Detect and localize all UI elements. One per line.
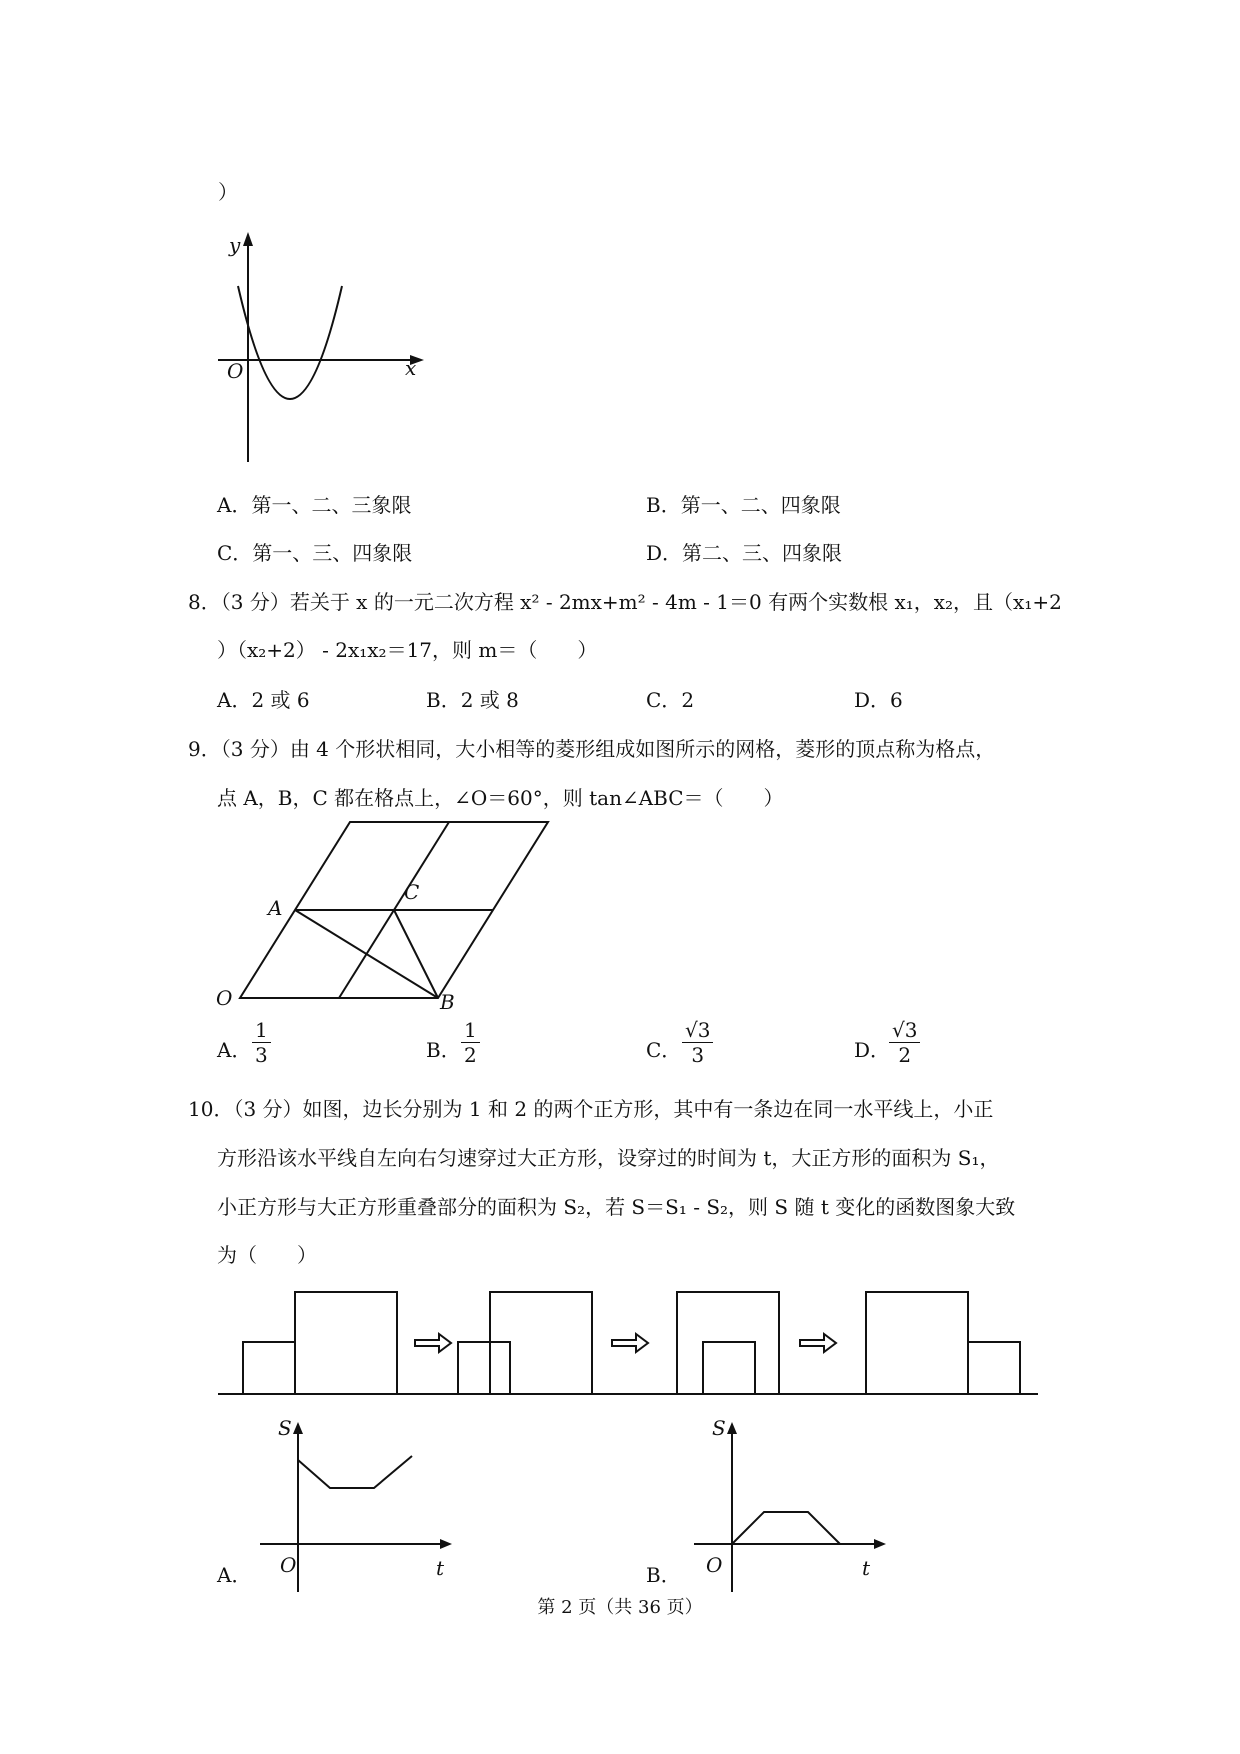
q7-option-a: A．第一、二、三象限 bbox=[217, 493, 412, 517]
q7-option-c: C．第一、三、四象限 bbox=[217, 541, 413, 565]
q10-option-a-t-label: t bbox=[436, 1556, 445, 1580]
q7-option-b: B．第一、二、四象限 bbox=[646, 493, 841, 517]
q8-option-d: D．6 bbox=[854, 688, 903, 712]
q9-option-d-letter: D． bbox=[854, 1038, 891, 1062]
q7-parabola-graph bbox=[210, 232, 430, 462]
q7-option-d: D．第二、三、四象限 bbox=[646, 541, 843, 565]
q9-option-a-letter: A． bbox=[217, 1038, 252, 1062]
q7-y-label: y bbox=[229, 233, 241, 257]
q10-stem-line2: 方形沿该水平线自左向右匀速穿过大正方形，设穿过的时间为 t，大正方形的面积为 S₁， bbox=[217, 1146, 1000, 1170]
q9-label-o: O bbox=[216, 986, 233, 1010]
q10-option-b-origin: O bbox=[706, 1553, 723, 1577]
q10-stem-line4: 为（ ） bbox=[217, 1243, 317, 1267]
q10-option-b-letter: B． bbox=[646, 1563, 681, 1587]
q8-stem-line2: ）（x₂+2） - 2x₁x₂＝17，则 m＝（ ） bbox=[217, 638, 598, 662]
page-footer: 第 2 页（共 36 页） bbox=[537, 1597, 703, 1618]
q9-label-a: A bbox=[268, 896, 283, 920]
q10-option-a-s-label: S bbox=[278, 1416, 292, 1440]
q9-option-b-fraction: $\frac{1}{2}$ bbox=[461, 1018, 480, 1067]
q10-stem-line3: 小正方形与大正方形重叠部分的面积为 S₂，若 S＝S₁ - S₂，则 S 随 t 变化的函数图象大致 bbox=[217, 1195, 1016, 1219]
q10-squares-sequence bbox=[218, 1282, 1058, 1402]
q9-option-b-letter: B． bbox=[426, 1038, 461, 1062]
q10-stem-line1: 10．（3 分）如图，边长分别为 1 和 2 的两个正方形，其中有一条边在同一水平线上，小正 bbox=[188, 1097, 994, 1121]
q8-option-b: B．2 或 8 bbox=[426, 688, 519, 712]
q8-option-c: C．2 bbox=[646, 688, 695, 712]
q9-stem-line1: 9．（3 分）由 4 个形状相同，大小相等的菱形组成如图所示的网格，菱形的顶点称为格点， bbox=[188, 737, 996, 761]
q10-option-b-s-label: S bbox=[712, 1416, 726, 1440]
continued-paren: ） bbox=[218, 180, 238, 204]
q8-option-a: A．2 或 6 bbox=[217, 688, 310, 712]
q9-option-c-fraction: $\frac{√3}{3}$ bbox=[682, 1018, 713, 1067]
q9-option-d-fraction: $\frac{√3}{2}$ bbox=[889, 1018, 920, 1067]
q10-option-a-letter: A． bbox=[217, 1563, 252, 1587]
q9-option-a-fraction: $\frac{1}{3}$ bbox=[252, 1018, 271, 1067]
q10-option-a-origin: O bbox=[280, 1553, 297, 1577]
q9-label-b: B bbox=[440, 990, 455, 1014]
q9-option-c-letter: C． bbox=[646, 1038, 682, 1062]
q7-x-label: x bbox=[405, 356, 417, 380]
q8-stem-line1: 8．（3 分）若关于 x 的一元二次方程 x² - 2mx+m² - 4m - 1＝0 有两个实数根 x₁，x₂，且（x₁+2 bbox=[188, 590, 1062, 614]
q10-option-b-t-label: t bbox=[862, 1556, 871, 1580]
q9-label-c: C bbox=[404, 880, 420, 904]
q7-origin-label: O bbox=[227, 359, 244, 383]
q9-stem-line2: 点 A，B，C 都在格点上，∠O＝60°，则 tan∠ABC＝（ ） bbox=[217, 786, 784, 810]
